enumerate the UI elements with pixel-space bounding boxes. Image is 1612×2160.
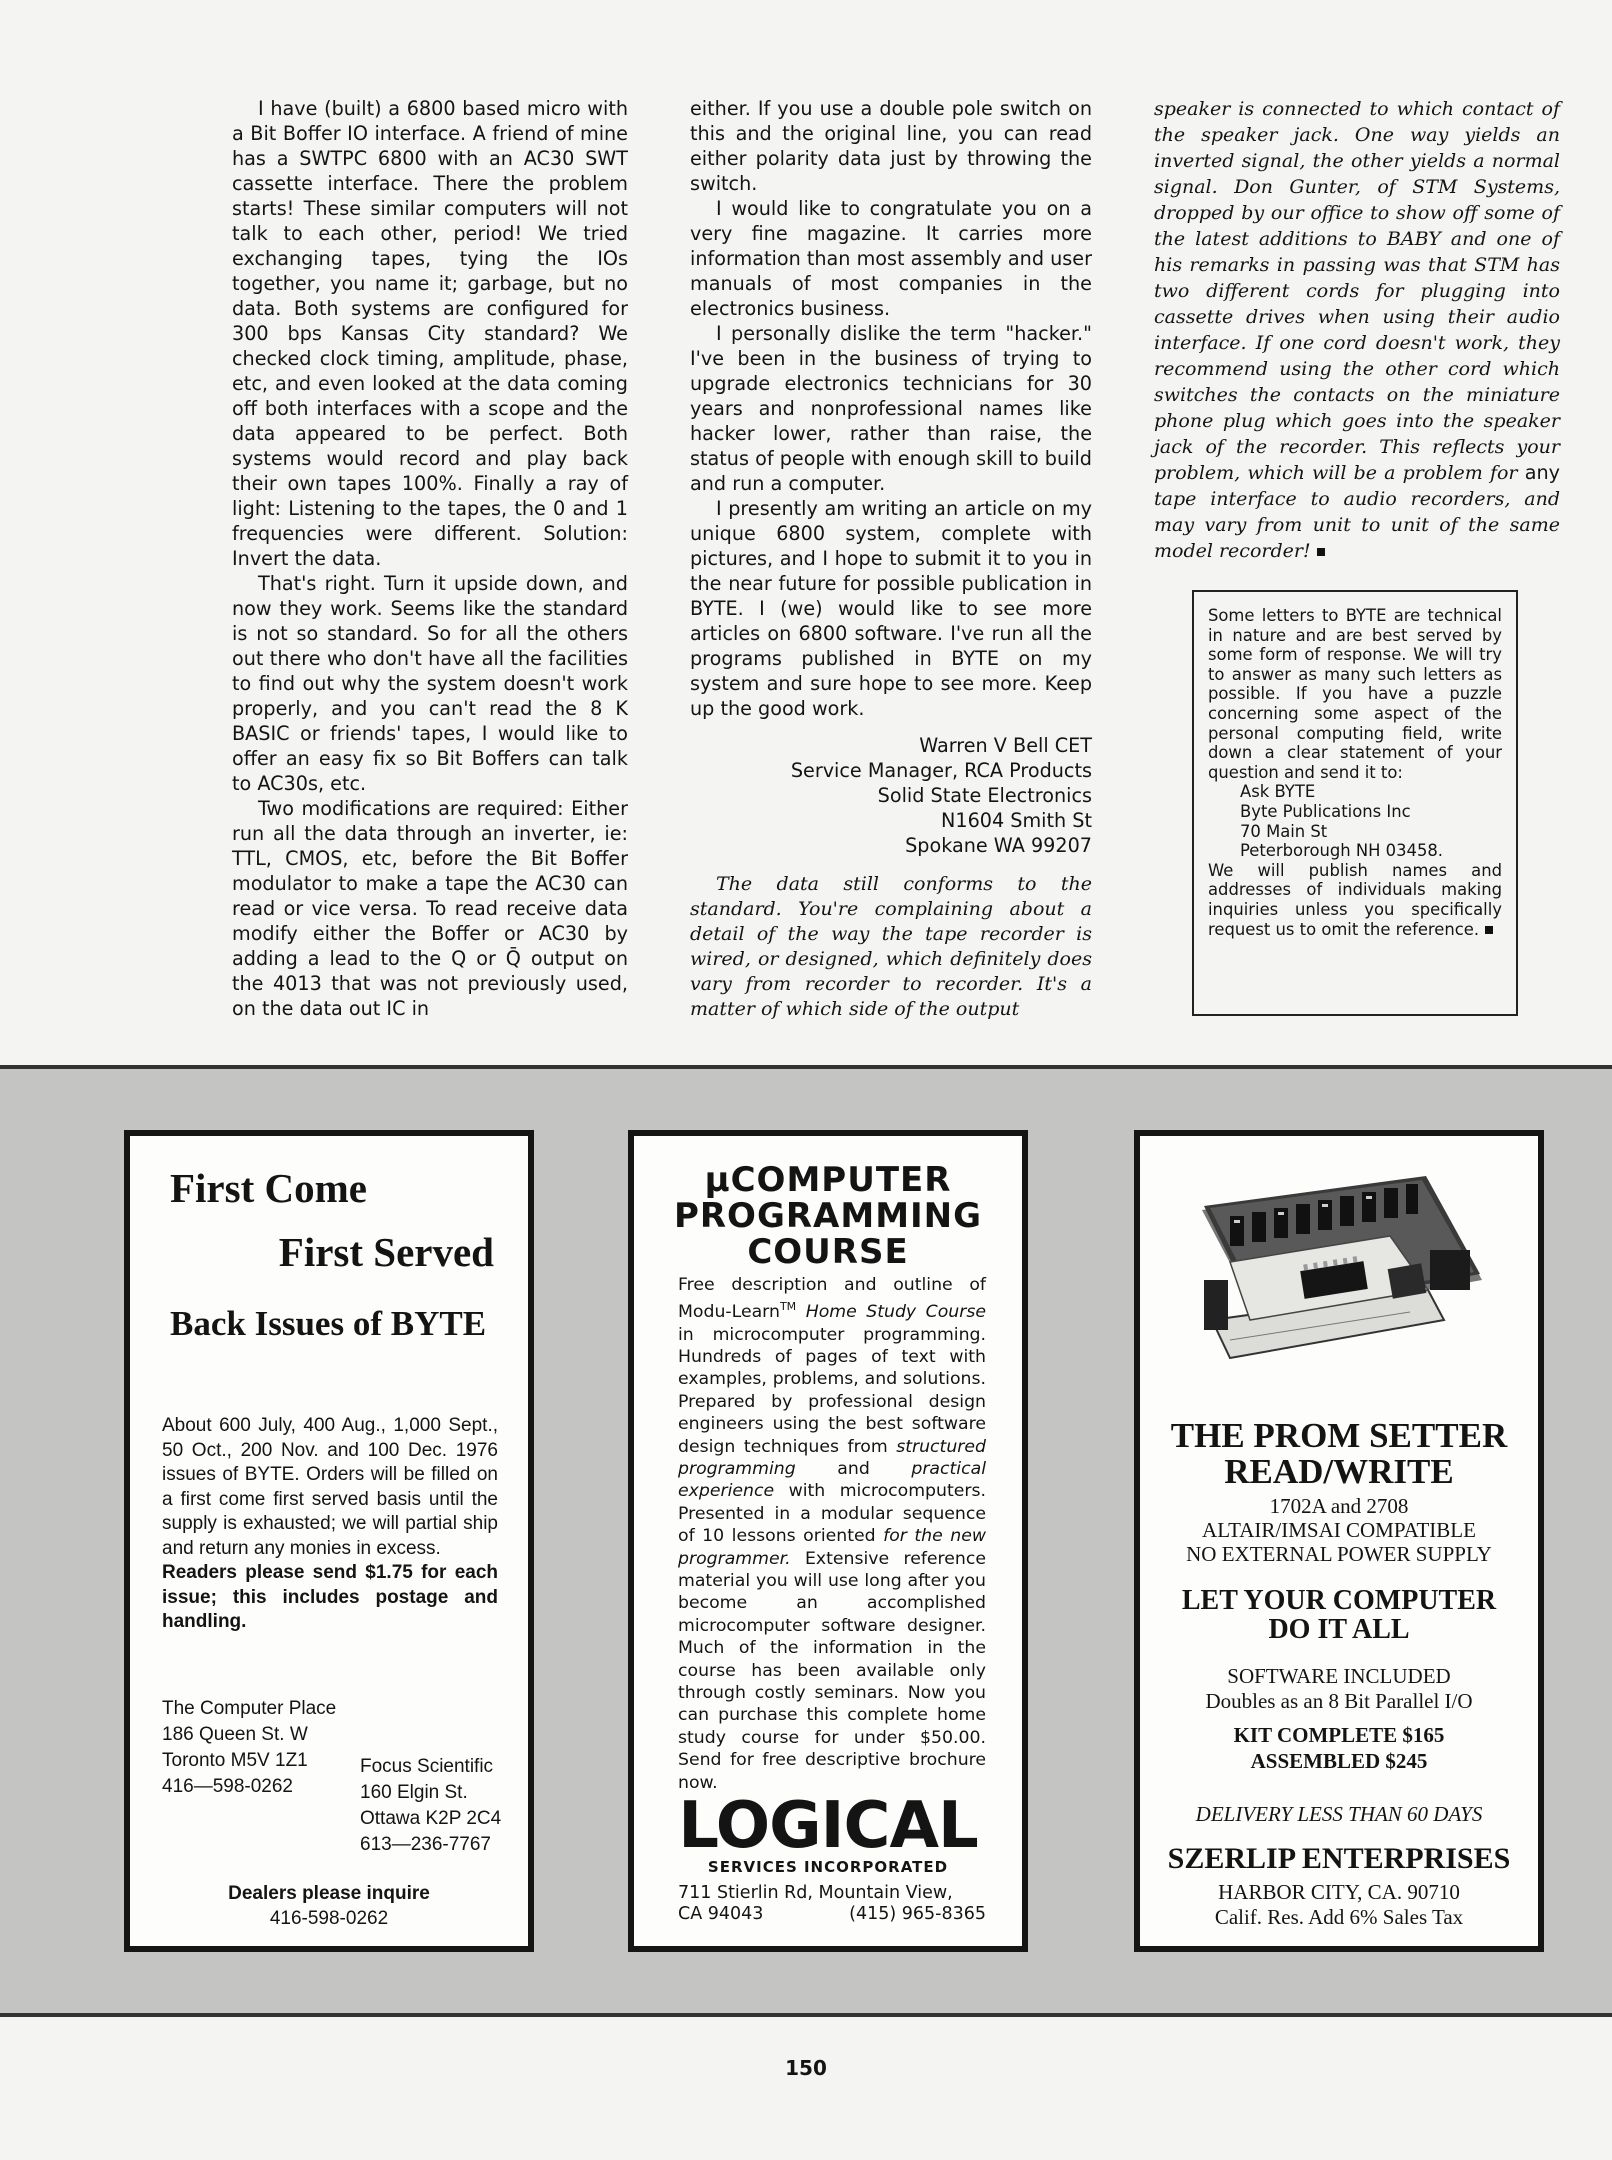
reply-text: speaker is connected to which contact of the speaker jack. One way yields an inverted signal, the other yields a normal signal. Don Gunter, of STM Systems, dropped by our office to show off some of the latest additions to BABY and one of his remarks in passing was that STM has two different cords for plugging into cassette drives when using their audio interface. If one cord doesn't work, they recommend using the other cord which switches the contacts on the miniature phone plug which goes into the speaker jack of the recorder. This reflects your problem, which will be a problem for: [1154, 98, 1560, 484]
address-line: Ottawa K2P 2C4: [360, 1808, 502, 1829]
signature-name: Warren V Bell CET: [919, 734, 1092, 757]
signature-line: Service Manager, RCA Products: [790, 759, 1092, 782]
letter-paragraph: I personally dislike the term "hacker." I've been in the business of trying to upgrade electronics technicians for 30 years and nonprofessional names like hacker lower, rather than raise, the status of people with enough skill to build and run a computer.: [690, 322, 1092, 495]
letter-column-1: [232, 96, 628, 1021]
ad-body: [162, 1414, 498, 1635]
prom-prices: [1140, 1722, 1538, 1774]
address-line: HARBOR CITY, CA. 90710: [1218, 1880, 1460, 1904]
letter-paragraph: I presently am writing an article on my unique 6800 system, complete with pictures, and I hope to submit it to you in the near future for possible publication in BYTE. I (we) would like to see more articles on 6800 software. I've run all the programs published in BYTE on my system and sure hope to see more. Keep up the good work.: [690, 497, 1092, 720]
ad-body-text: Extensive reference material you will use long after you become an accomplished microcomputer software designer. Much of the information in the course has been available only through costly seminars. Now you can purchase this complete home study course for under $50.00. Send for free descriptive brochure now.: [678, 1548, 986, 1793]
ad-body-text: and: [837, 1459, 870, 1480]
end-mark-icon: [1317, 548, 1325, 556]
ask-byte-address: [1208, 782, 1502, 860]
ad-prom-setter: [1134, 1130, 1544, 1952]
logical-address: [678, 1883, 986, 1925]
address-line: Toronto M5V 1Z1: [162, 1750, 308, 1771]
signature-line: Spokane WA 99207: [905, 834, 1092, 857]
ad-back-issues: [124, 1130, 534, 1952]
ask-byte-outro: [1208, 861, 1502, 939]
prom-spec-line: ALTAIR/IMSAI COMPATIBLE: [1202, 1518, 1476, 1542]
ad-title: [634, 1162, 1022, 1270]
address-line: Calif. Res. Add 6% Sales Tax: [1214, 1905, 1464, 1929]
dealers-label: Dealers please inquire: [228, 1883, 430, 1904]
logical-services-label: SERVICES INCORPORATED: [707, 1858, 949, 1876]
prom-price-kit: KIT COMPLETE $165: [1233, 1723, 1445, 1747]
prom-spec-line: NO EXTERNAL POWER SUPPLY: [1186, 1542, 1492, 1566]
ad-title-line: COURSE: [747, 1232, 909, 1272]
address-line: Peterborough NH 03458.: [1240, 841, 1444, 861]
dealer-address-ottawa: [360, 1754, 501, 1858]
prom-specs: [1140, 1494, 1538, 1566]
address-row: [678, 1904, 986, 1925]
letter-paragraph: either. If you use a double pole switch on this and the original line, you can read either polarity data just by throwing the switch.: [690, 97, 1092, 195]
prom-title-line: THE PROM SETTER: [1170, 1416, 1508, 1455]
address-line: 160 Elgin St.: [360, 1782, 468, 1803]
circuit-board-photo: [1190, 1170, 1490, 1400]
letter-paragraph: Two modifications are required: Either run all the data through an inverter, ie: TTL, CMOS, etc, before the Bit Boffer modulator to make a tape the AC30 can read or vice versa. To read receive data modify either the Boffer or AC30 by adding a lead to the Q or Q̄ output on the 4013 that was not previously used, on the data out IC in: [232, 797, 628, 1020]
letter-paragraph: That's right. Turn it upside down, and now they work. Seems like the standard is not so standard. So for all the others out there who don't have all the facilities to find out why the system doesn't work properly, and you can't read the 8 K BASIC or friends' tapes, I would like to offer an easy fix so Bit Boffers can talk to AC30s, etc.: [232, 572, 628, 795]
ask-byte-box: [1192, 590, 1518, 1016]
prom-cta: [1140, 1586, 1538, 1644]
address-line: The Computer Place: [162, 1698, 337, 1719]
prom-spec-line: 1702A and 2708: [1269, 1494, 1409, 1518]
signature-line: Solid State Electronics: [877, 784, 1092, 807]
address-line: 186 Queen St. W: [162, 1724, 308, 1745]
letter-column-2: [690, 96, 1092, 1022]
ad-body: [678, 1274, 986, 1794]
address-line: 711 Stierlin Rd, Mountain View,: [678, 1883, 953, 1903]
prom-company: SZERLIP ENTERPRISES: [1167, 1842, 1511, 1875]
address-line: Byte Publications Inc: [1240, 801, 1411, 821]
address-line: 613—236-7767: [360, 1834, 491, 1855]
ad-body-emphasis: practical experience: [678, 1459, 986, 1502]
prom-cta-line: LET YOUR COMPUTER: [1181, 1585, 1497, 1616]
prom-title-line: READ/WRITE: [1224, 1452, 1454, 1491]
editor-reply: The data still conforms to the standard. You're complaining about a detail of the way the tape recorder is wired, or designed, which definitely does vary from recorder to recorder. It's a matter of which side of the output: [690, 873, 1092, 1020]
end-mark-icon: [1485, 926, 1493, 934]
ad-body-emphasis: structured programming: [678, 1436, 986, 1480]
logical-logo: LOGICAL: [678, 1789, 978, 1863]
ad-body-bold: Readers please send $1.75 for each issue; this includes postage and handling.: [162, 1562, 498, 1632]
ad-headline: First Served: [278, 1229, 494, 1275]
ad-subheadline: Back Issues of BYTE: [170, 1304, 487, 1343]
prom-title: [1140, 1418, 1538, 1490]
letter-paragraph: I have (built) a 6800 based micro with a Bit Boffer IO interface. A friend of mine has a SWTPC 6800 with an AC30 SWT cassette interface. There the problem starts! These similar computers will not talk to each other, period! We tried exchanging tapes, tying the IOs together, you name it; garbage, but no data. Both systems are configured for 300 bps Kansas City standard? We checked clock timing, amplitude, phase, etc, and even looked at the data coming off both interfaces with a scope and the data appeared to be perfect. Both systems would record and play back their own tapes 100%. Finally a ray of light: Listening to the tapes, the 0 and 1 frequencies were different. Solution: Invert the data.: [232, 97, 628, 570]
reply-text: tape interface to audio recorders, and may vary from unit to unit of the same model recorder!: [1154, 488, 1560, 562]
letter-signature: [690, 733, 1092, 858]
prom-features: [1140, 1664, 1538, 1714]
dealers-phone: 416-598-0262: [269, 1908, 389, 1929]
ad-body-emphasis: for the new programmer.: [678, 1526, 986, 1569]
ad-body-text: Free description and outline of Modu-Learn: [678, 1275, 986, 1323]
prom-price-assembled: ASSEMBLED $245: [1250, 1749, 1428, 1773]
prom-company-address: [1140, 1880, 1538, 1930]
prom-delivery: DELIVERY LESS THAN 60 DAYS: [1195, 1802, 1483, 1826]
ad-body-emphasis: Home Study Course: [805, 1302, 987, 1323]
address-line: 70 Main St: [1240, 821, 1328, 841]
reply-emphasis: any: [1524, 461, 1560, 484]
address-line: Ask BYTE: [1240, 782, 1316, 802]
ad-title-line: µCOMPUTER: [704, 1160, 952, 1200]
address-city: CA 94043: [678, 1904, 764, 1924]
dealer-address-toronto: [162, 1696, 336, 1800]
page-number: 150: [785, 2056, 827, 2080]
ad-title-line: PROGRAMMING: [673, 1196, 983, 1236]
prom-cta-line: DO IT ALL: [1268, 1614, 1410, 1645]
ad-body-text: About 600 July, 400 Aug., 1,000 Sept., 50 Oct., 200 Nov. and 100 Dec. 1976 issues of BYTE. Orders will be filled on a first come first served basis until the supply is exhausted; we will partial ship and return any monies in excess.: [162, 1415, 498, 1559]
address-phone: (415) 965-8365: [849, 1904, 986, 1924]
letter-column-3: [1154, 96, 1560, 564]
address-line: Focus Scientific: [360, 1756, 494, 1777]
dealers-inquire: [130, 1881, 528, 1931]
ad-body-text: with microcomputers. Presented in a modular sequence of 10 lessons oriented: [678, 1481, 986, 1547]
letter-paragraph: I would like to congratulate you on a very fine magazine. It carries more information than most assembly and user manuals of most companies in the electronics business.: [690, 197, 1092, 320]
ask-byte-outro-text: We will publish names and addresses of individuals making inquiries unless you specifically request us to omit the reference.: [1208, 860, 1502, 939]
editor-reply-continued: [1154, 96, 1560, 564]
ad-headline: First Come: [170, 1165, 367, 1211]
ask-byte-intro: Some letters to BYTE are technical in nature and are best served by some form of response. We will try to answer as many such letters as possible. If you have a puzzle concerning some aspect of the personal computing field, write down a clear statement of your question and send it to:: [1208, 606, 1502, 782]
prom-feature-line: SOFTWARE INCLUDED: [1227, 1664, 1451, 1688]
ad-logical-services: [628, 1130, 1028, 1952]
ad-body-text: in microcomputer programming. Hundreds of pages of text with examples, problems, and solutions. Prepared by professional design engineers using the best software design techniques from: [678, 1324, 986, 1457]
address-line: 416—598-0262: [162, 1776, 293, 1797]
trademark-mark: TM: [779, 1300, 797, 1314]
signature-line: N1604 Smith St: [941, 809, 1092, 832]
prom-feature-line: Doubles as an 8 Bit Parallel I/O: [1205, 1689, 1473, 1713]
